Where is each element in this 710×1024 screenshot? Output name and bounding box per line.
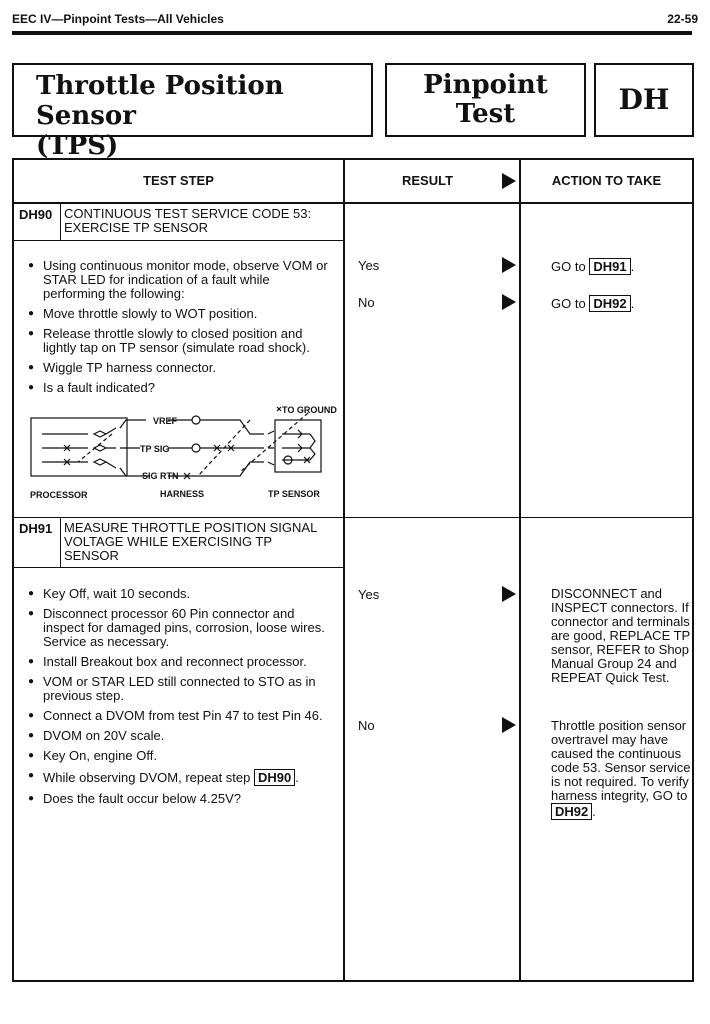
- step-bullets-dh91: [28, 587, 338, 812]
- list-item: [28, 769, 338, 786]
- action-suffix: .: [630, 259, 635, 274]
- list-item: ● Move throttle slowly to WOT position.: [28, 307, 333, 321]
- list-item: ● Install Breakout box and reconnect processor.: [28, 655, 338, 669]
- step-divider: [14, 517, 692, 518]
- action-suffix: .: [630, 296, 635, 311]
- tp-sensor-block: [275, 420, 321, 472]
- action-text: Throttle position sensor overtravel may have caused the continuous code 53. Sensor service is not required. To verify harness integrity, GO to: [551, 718, 691, 803]
- step-id-dh90: DH90: [19, 207, 53, 222]
- diagram-label-tp-sensor: TP SENSOR: [268, 489, 320, 499]
- result-dh91-yes: Yes: [358, 587, 380, 602]
- diagram-label-sig-rtn: SIG RTN: [142, 471, 179, 481]
- bullet-text: While observing DVOM, repeat step: [43, 770, 251, 785]
- step-id-divider: [60, 204, 61, 240]
- result-dh91-no: No: [358, 718, 375, 733]
- step-ref-dh92[interactable]: DH92: [551, 803, 592, 820]
- step-title-divider: [14, 240, 343, 241]
- list-item: ● Is a fault indicated?: [28, 381, 333, 395]
- list-item: ● Connect a DVOM from test Pin 47 to test Pin 46.: [28, 709, 338, 723]
- step-title-line: MEASURE THROTTLE POSITION SIGNAL: [64, 520, 318, 535]
- list-item: ● Does the fault occur below 4.25V?: [28, 792, 338, 806]
- test-table: [12, 158, 694, 982]
- step-ref-dh91[interactable]: DH91: [589, 258, 630, 275]
- arrow-icon: [502, 717, 516, 733]
- list-item: ● Key On, engine Off.: [28, 749, 338, 763]
- diagram-label-to-ground: TO GROUND: [282, 405, 337, 415]
- action-suffix: .: [592, 804, 596, 819]
- action-text: GO to: [551, 259, 586, 274]
- arrow-icon: [502, 294, 516, 310]
- step-title-line: SENSOR: [64, 548, 119, 563]
- bullet-suffix: .: [295, 770, 299, 785]
- diagram-label-harness: HARNESS: [160, 489, 205, 499]
- test-code-box: DH: [594, 63, 694, 137]
- action-dh91-yes: DISCONNECT and INSPECT connectors. If connector and terminals are good, REPLACE TP sensor, REFER to Shop Manual Group 24 and REPEAT Quick Test.: [551, 586, 690, 685]
- test-title-line1: Throttle Position Sensor: [36, 71, 284, 131]
- pinpoint-line2: Test: [455, 99, 516, 129]
- header-rule: [12, 31, 692, 35]
- pinpoint-line1: Pinpoint: [423, 70, 548, 100]
- step-bullets-dh90: [28, 259, 333, 401]
- diagram-label-processor: PROCESSOR: [30, 490, 88, 500]
- action-text: GO to: [551, 296, 586, 311]
- list-item: ● Disconnect processor 60 Pin connector and inspect for damaged pins, corrosion, loose wires. Service as necessary.: [28, 607, 338, 649]
- page-header-title: EEC IV—Pinpoint Tests—All Vehicles: [12, 12, 224, 26]
- diagram-label-vref: VREF: [153, 416, 178, 426]
- list-item: ● Using continuous monitor mode, observe VOM or STAR LED for indication of a fault while performing the following:: [28, 259, 333, 301]
- step-id-dh91: DH91: [19, 521, 53, 536]
- list-item: ● Key Off, wait 10 seconds.: [28, 587, 338, 601]
- list-item: ● VOM or STAR LED still connected to STO as in previous step.: [28, 675, 338, 703]
- page-number: 22-59: [667, 12, 698, 26]
- diagram-label-tp-sig: TP SIG: [140, 444, 170, 454]
- pinpoint-test-box: [385, 63, 586, 137]
- processor-block: [31, 418, 127, 476]
- list-item: ● DVOM on 20V scale.: [28, 729, 338, 743]
- step-title-line: VOLTAGE WHILE EXERCISING TP: [64, 534, 273, 549]
- action-dh91-no: [551, 719, 691, 820]
- result-dh90-no: No: [358, 295, 375, 310]
- action-dh90-no: [551, 295, 634, 312]
- list-item: ● Release throttle slowly to closed position and lightly tap on TP sensor (simulate road shock).: [28, 327, 333, 355]
- step-title-divider: [14, 567, 343, 568]
- arrow-icon: [502, 586, 516, 602]
- col-header-test-step: TEST STEP: [143, 173, 214, 188]
- header-divider: [14, 202, 692, 204]
- step-title-line: CONTINUOUS TEST SERVICE CODE 53:: [64, 206, 312, 221]
- step-title-line: EXERCISE TP SENSOR: [64, 220, 209, 235]
- col-divider-2: [519, 160, 521, 980]
- header-arrow-icon: [502, 173, 516, 189]
- test-title-box: [12, 63, 373, 161]
- step-title-dh91: [64, 521, 317, 563]
- result-dh90-yes: Yes: [358, 258, 380, 273]
- step-ref-dh92[interactable]: DH92: [589, 295, 630, 312]
- list-item: ● Wiggle TP harness connector.: [28, 361, 333, 375]
- step-ref-dh90[interactable]: DH90: [254, 769, 295, 786]
- col-divider-1: [343, 160, 345, 980]
- col-header-action: ACTION TO TAKE: [551, 173, 662, 188]
- col-header-result: RESULT: [402, 173, 454, 188]
- test-title-line2: (TPS): [36, 131, 119, 161]
- step-title-dh90: [64, 207, 311, 235]
- step-id-divider: [60, 518, 61, 567]
- action-dh90-yes: [551, 258, 634, 275]
- arrow-icon: [502, 257, 516, 273]
